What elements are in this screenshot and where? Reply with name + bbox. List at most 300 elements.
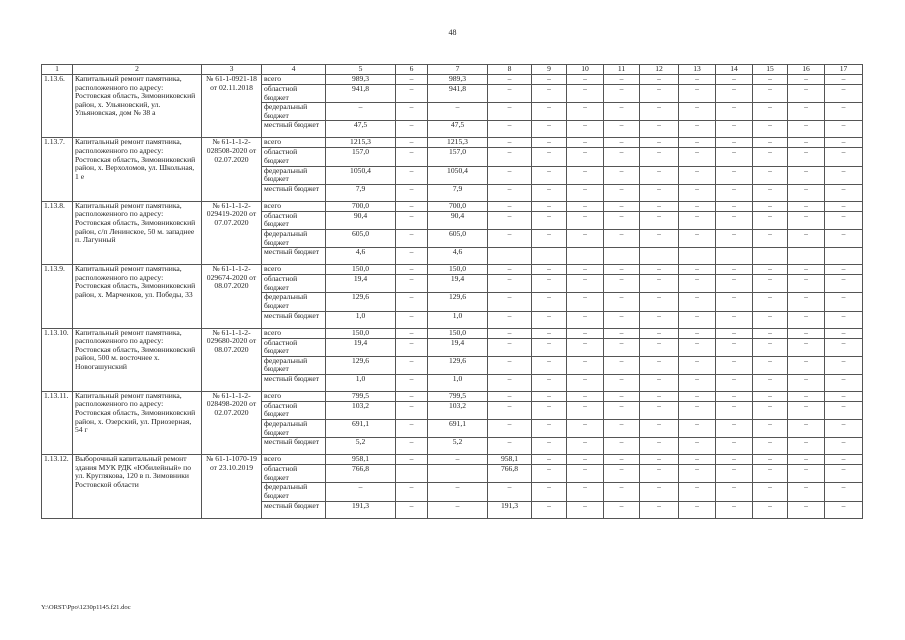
dash-cell: –	[488, 184, 532, 201]
value-cell: –	[326, 103, 396, 121]
dash-cell: –	[604, 201, 640, 211]
value-cell: 1050,4	[326, 166, 396, 184]
dash-cell: –	[753, 483, 788, 501]
value-cell: 19,4	[428, 275, 488, 293]
dash-cell: –	[640, 465, 679, 483]
dash-cell: –	[825, 265, 863, 275]
value-cell: 150,0	[326, 328, 396, 338]
dash-cell: –	[532, 356, 567, 374]
dash-cell: –	[716, 103, 753, 121]
dash-cell: –	[788, 401, 825, 419]
dash-cell: –	[716, 85, 753, 103]
table-row	[42, 455, 863, 465]
dash-cell: –	[567, 121, 604, 138]
dash-cell: –	[716, 338, 753, 356]
value-cell: 989,3	[428, 75, 488, 85]
dash-cell: –	[679, 338, 716, 356]
value-cell: 7,9	[428, 184, 488, 201]
value-cell: 191,3	[488, 501, 532, 518]
dash-cell: –	[716, 229, 753, 247]
value-cell: 129,6	[326, 293, 396, 311]
dash-cell: –	[488, 293, 532, 311]
dash-cell: –	[825, 420, 863, 438]
value-cell: 958,1	[488, 455, 532, 465]
dash-cell: –	[604, 501, 640, 518]
dash-cell: –	[488, 438, 532, 455]
dash-cell: –	[716, 184, 753, 201]
dash-cell: –	[825, 401, 863, 419]
dash-cell: –	[825, 229, 863, 247]
dash-cell: –	[488, 311, 532, 328]
value-cell: 129,6	[326, 356, 396, 374]
value-cell: 4,6	[326, 248, 396, 265]
dash-cell: –	[532, 75, 567, 85]
value-cell: –	[428, 455, 488, 465]
dash-cell: –	[788, 121, 825, 138]
dash-cell: –	[396, 328, 428, 338]
value-cell: 799,5	[428, 391, 488, 401]
dash-cell: –	[532, 501, 567, 518]
dash-cell: –	[679, 391, 716, 401]
value-cell: 766,8	[488, 465, 532, 483]
dash-cell: –	[716, 501, 753, 518]
value-cell: 47,5	[326, 121, 396, 138]
value-cell: 941,8	[326, 85, 396, 103]
dash-cell: –	[825, 121, 863, 138]
empty-cell	[753, 248, 788, 265]
dash-cell: –	[532, 420, 567, 438]
dash-cell: –	[396, 455, 428, 465]
dash-cell: –	[825, 138, 863, 148]
dash-cell: –	[396, 401, 428, 419]
funding-source: всего	[262, 328, 326, 338]
dash-cell: –	[679, 75, 716, 85]
dash-cell: –	[640, 166, 679, 184]
dash-cell: –	[604, 85, 640, 103]
table-row	[42, 201, 863, 211]
dash-cell: –	[567, 328, 604, 338]
funding-source: всего	[262, 138, 326, 148]
dash-cell: –	[679, 483, 716, 501]
value-cell	[428, 465, 488, 483]
dash-cell: –	[716, 483, 753, 501]
value-cell: –	[428, 501, 488, 518]
object-name: Капитальный ремонт памятника, расположенного по адресу: Ростовская область, Зимовниковский район, х. Ульяновский, ул. Ульяновская, дом № 38 а	[73, 75, 202, 138]
funding-source: всего	[262, 265, 326, 275]
dash-cell: –	[532, 184, 567, 201]
dash-cell: –	[753, 85, 788, 103]
dash-cell: –	[396, 138, 428, 148]
funding-source: федеральный бюджет	[262, 420, 326, 438]
empty-cell	[640, 248, 679, 265]
dash-cell: –	[604, 465, 640, 483]
dash-cell: –	[788, 356, 825, 374]
value-cell: 150,0	[326, 265, 396, 275]
value-cell: 1,0	[326, 311, 396, 328]
dash-cell: –	[604, 374, 640, 391]
dash-cell: –	[396, 483, 428, 501]
document-number: № 61-1-1-2-028498-2020 от 02.07.2020	[202, 391, 262, 454]
dash-cell: –	[679, 148, 716, 166]
dash-cell: –	[825, 438, 863, 455]
funding-source: областной бюджет	[262, 465, 326, 483]
dash-cell: –	[753, 103, 788, 121]
dash-cell: –	[753, 121, 788, 138]
value-cell: 157,0	[326, 148, 396, 166]
dash-cell: –	[604, 138, 640, 148]
dash-cell: –	[532, 138, 567, 148]
object-name: Капитальный ремонт памятника, расположенного по адресу: Ростовская область, Зимовниковский район, х. Озерский, ул. Приозерная, 54 г	[73, 391, 202, 454]
dash-cell: –	[604, 103, 640, 121]
dash-cell: –	[825, 275, 863, 293]
dash-cell: –	[488, 338, 532, 356]
dash-cell: –	[488, 275, 532, 293]
empty-cell	[716, 248, 753, 265]
value-cell: 4,6	[428, 248, 488, 265]
funding-source: федеральный бюджет	[262, 483, 326, 501]
dash-cell: –	[679, 374, 716, 391]
dash-cell: –	[396, 229, 428, 247]
dash-cell: –	[532, 311, 567, 328]
dash-cell: –	[640, 265, 679, 275]
dash-cell: –	[488, 85, 532, 103]
funding-source: федеральный бюджет	[262, 166, 326, 184]
dash-cell: –	[532, 103, 567, 121]
dash-cell: –	[716, 201, 753, 211]
dash-cell: –	[604, 293, 640, 311]
dash-cell: –	[604, 455, 640, 465]
dash-cell: –	[567, 438, 604, 455]
dash-cell: –	[825, 211, 863, 229]
dash-cell: –	[532, 201, 567, 211]
dash-cell: –	[640, 483, 679, 501]
dash-cell: –	[532, 121, 567, 138]
table-header-row	[42, 65, 863, 75]
value-cell: –	[326, 483, 396, 501]
dash-cell: –	[788, 201, 825, 211]
row-number: 1.13.9.	[42, 265, 73, 328]
value-cell: –	[488, 483, 532, 501]
dash-cell: –	[567, 138, 604, 148]
dash-cell: –	[788, 138, 825, 148]
dash-cell: –	[679, 455, 716, 465]
dash-cell: –	[396, 391, 428, 401]
funding-source: областной бюджет	[262, 148, 326, 166]
dash-cell: –	[604, 148, 640, 166]
dash-cell: –	[753, 455, 788, 465]
object-name: Выборочный капитальный ремонт здания МУК РДК «Юбилейный» по ул. Круглякова, 120 в п. Зимовники Ростовской области	[73, 455, 202, 518]
dash-cell: –	[825, 293, 863, 311]
dash-cell: –	[753, 275, 788, 293]
dash-cell: –	[396, 338, 428, 356]
dash-cell: –	[488, 420, 532, 438]
value-cell: 1,0	[428, 311, 488, 328]
dash-cell: –	[679, 229, 716, 247]
document-number: № 61-1-1-2-029674-2020 от 08.07.2020	[202, 265, 262, 328]
dash-cell: –	[679, 401, 716, 419]
dash-cell: –	[716, 455, 753, 465]
value-cell: 766,8	[326, 465, 396, 483]
funding-source: всего	[262, 201, 326, 211]
column-header-9: 9	[532, 65, 567, 75]
funding-source: областной бюджет	[262, 338, 326, 356]
funding-source: всего	[262, 455, 326, 465]
value-cell: –	[428, 103, 488, 121]
dash-cell: –	[788, 438, 825, 455]
value-cell	[396, 465, 428, 483]
empty-cell	[532, 248, 567, 265]
dash-cell: –	[567, 229, 604, 247]
funding-source: областной бюджет	[262, 85, 326, 103]
dash-cell: –	[825, 201, 863, 211]
funding-source: местный бюджет	[262, 311, 326, 328]
column-header-10: 10	[567, 65, 604, 75]
dash-cell: –	[567, 356, 604, 374]
dash-cell: –	[604, 75, 640, 85]
dash-cell: –	[825, 501, 863, 518]
dash-cell: –	[604, 483, 640, 501]
dash-cell: –	[753, 293, 788, 311]
dash-cell: –	[640, 420, 679, 438]
dash-cell: –	[640, 356, 679, 374]
dash-cell: –	[396, 501, 428, 518]
dash-cell: –	[640, 438, 679, 455]
dash-cell: –	[679, 201, 716, 211]
dash-cell: –	[640, 211, 679, 229]
dash-cell: –	[716, 121, 753, 138]
empty-cell	[488, 248, 532, 265]
dash-cell: –	[753, 391, 788, 401]
dash-cell: –	[567, 184, 604, 201]
dash-cell: –	[488, 166, 532, 184]
value-cell: 958,1	[326, 455, 396, 465]
object-name: Капитальный ремонт памятника, расположенного по адресу: Ростовская область, Зимовниковский район, х. Верхоломов, ул. Школьная, 1 е	[73, 138, 202, 201]
dash-cell: –	[604, 391, 640, 401]
dash-cell: –	[679, 356, 716, 374]
dash-cell: –	[604, 328, 640, 338]
dash-cell: –	[753, 201, 788, 211]
dash-cell: –	[716, 401, 753, 419]
dash-cell: –	[532, 85, 567, 103]
dash-cell: –	[825, 338, 863, 356]
dash-cell: –	[396, 420, 428, 438]
table-row	[42, 75, 863, 85]
dash-cell: –	[396, 211, 428, 229]
funding-source: всего	[262, 75, 326, 85]
dash-cell: –	[640, 184, 679, 201]
dash-cell: –	[788, 265, 825, 275]
dash-cell: –	[788, 391, 825, 401]
dash-cell: –	[640, 85, 679, 103]
column-header-6: 6	[396, 65, 428, 75]
dash-cell: –	[488, 401, 532, 419]
dash-cell: –	[753, 501, 788, 518]
dash-cell: –	[567, 420, 604, 438]
empty-cell	[788, 248, 825, 265]
dash-cell: –	[753, 75, 788, 85]
dash-cell: –	[604, 265, 640, 275]
dash-cell: –	[716, 138, 753, 148]
dash-cell: –	[716, 275, 753, 293]
dash-cell: –	[825, 328, 863, 338]
value-cell: 605,0	[428, 229, 488, 247]
dash-cell: –	[640, 374, 679, 391]
dash-cell: –	[567, 311, 604, 328]
dash-cell: –	[679, 85, 716, 103]
dash-cell: –	[788, 85, 825, 103]
value-cell: 989,3	[326, 75, 396, 85]
dash-cell: –	[567, 85, 604, 103]
dash-cell: –	[753, 420, 788, 438]
dash-cell: –	[788, 166, 825, 184]
document-number: № 61-1-1-2-028508-2020 от 02.07.2020	[202, 138, 262, 201]
document-number: № 61-1-0921-18 от 02.11.2018	[202, 75, 262, 138]
dash-cell: –	[640, 328, 679, 338]
dash-cell: –	[567, 211, 604, 229]
budget-table	[41, 64, 863, 519]
dash-cell: –	[488, 374, 532, 391]
dash-cell: –	[825, 455, 863, 465]
table-row	[42, 138, 863, 148]
dash-cell: –	[532, 455, 567, 465]
dash-cell: –	[532, 374, 567, 391]
dash-cell: –	[532, 275, 567, 293]
dash-cell: –	[716, 75, 753, 85]
dash-cell: –	[679, 465, 716, 483]
funding-source: местный бюджет	[262, 438, 326, 455]
dash-cell: –	[788, 229, 825, 247]
dash-cell: –	[532, 166, 567, 184]
dash-cell: –	[604, 311, 640, 328]
value-cell: 700,0	[326, 201, 396, 211]
dash-cell: –	[640, 293, 679, 311]
value-cell: –	[428, 483, 488, 501]
value-cell: 605,0	[326, 229, 396, 247]
dash-cell: –	[604, 420, 640, 438]
dash-cell: –	[640, 201, 679, 211]
dash-cell: –	[788, 75, 825, 85]
dash-cell: –	[567, 401, 604, 419]
dash-cell: –	[679, 184, 716, 201]
dash-cell: –	[604, 121, 640, 138]
dash-cell: –	[788, 501, 825, 518]
dash-cell: –	[679, 420, 716, 438]
dash-cell: –	[716, 420, 753, 438]
dash-cell: –	[640, 311, 679, 328]
dash-cell: –	[396, 248, 428, 265]
funding-source: местный бюджет	[262, 184, 326, 201]
dash-cell: –	[679, 121, 716, 138]
dash-cell: –	[567, 501, 604, 518]
dash-cell: –	[604, 356, 640, 374]
empty-cell	[567, 248, 604, 265]
dash-cell: –	[788, 455, 825, 465]
object-name: Капитальный ремонт памятника, расположенного по адресу: Ростовская область, Зимовниковский район, с/п Ленинское, 50 м. западнее п. Лагунный	[73, 201, 202, 264]
dash-cell: –	[488, 211, 532, 229]
dash-cell: –	[753, 338, 788, 356]
dash-cell: –	[825, 184, 863, 201]
dash-cell: –	[753, 438, 788, 455]
dash-cell: –	[716, 148, 753, 166]
value-cell: 90,4	[326, 211, 396, 229]
dash-cell: –	[567, 201, 604, 211]
column-header-11: 11	[604, 65, 640, 75]
column-header-8: 8	[488, 65, 532, 75]
dash-cell: –	[488, 328, 532, 338]
value-cell: 7,9	[326, 184, 396, 201]
dash-cell: –	[567, 374, 604, 391]
dash-cell: –	[753, 184, 788, 201]
dash-cell: –	[640, 401, 679, 419]
dash-cell: –	[753, 374, 788, 391]
value-cell: 129,6	[428, 293, 488, 311]
dash-cell: –	[604, 211, 640, 229]
dash-cell: –	[640, 138, 679, 148]
dash-cell: –	[396, 103, 428, 121]
dash-cell: –	[825, 75, 863, 85]
dash-cell: –	[567, 75, 604, 85]
dash-cell: –	[753, 311, 788, 328]
dash-cell: –	[567, 483, 604, 501]
value-cell: 19,4	[326, 338, 396, 356]
dash-cell: –	[825, 465, 863, 483]
dash-cell: –	[825, 166, 863, 184]
dash-cell: –	[753, 465, 788, 483]
funding-source: федеральный бюджет	[262, 229, 326, 247]
dash-cell: –	[753, 356, 788, 374]
empty-cell	[604, 248, 640, 265]
column-header-17: 17	[825, 65, 863, 75]
dash-cell: –	[640, 275, 679, 293]
dash-cell: –	[753, 229, 788, 247]
row-number: 1.13.8.	[42, 201, 73, 264]
value-cell: 799,5	[326, 391, 396, 401]
dash-cell: –	[532, 401, 567, 419]
dash-cell: –	[788, 420, 825, 438]
dash-cell: –	[488, 148, 532, 166]
dash-cell: –	[716, 374, 753, 391]
dash-cell: –	[532, 211, 567, 229]
dash-cell: –	[532, 391, 567, 401]
dash-cell: –	[825, 391, 863, 401]
dash-cell: –	[396, 356, 428, 374]
dash-cell: –	[679, 275, 716, 293]
value-cell: 129,6	[428, 356, 488, 374]
dash-cell: –	[825, 374, 863, 391]
dash-cell: –	[825, 311, 863, 328]
column-header-14: 14	[716, 65, 753, 75]
value-cell: 157,0	[428, 148, 488, 166]
dash-cell: –	[488, 138, 532, 148]
value-cell: 5,2	[428, 438, 488, 455]
dash-cell: –	[640, 338, 679, 356]
column-header-4: 4	[262, 65, 326, 75]
dash-cell: –	[488, 201, 532, 211]
dash-cell: –	[396, 374, 428, 391]
column-header-12: 12	[640, 65, 679, 75]
document-number: № 61-1-1070-19 от 23.10.2019	[202, 455, 262, 518]
value-cell: 1,0	[428, 374, 488, 391]
dash-cell: –	[825, 85, 863, 103]
row-number: 1.13.11.	[42, 391, 73, 454]
column-header-3: 3	[202, 65, 262, 75]
value-cell: 150,0	[428, 265, 488, 275]
dash-cell: –	[753, 148, 788, 166]
dash-cell: –	[396, 148, 428, 166]
dash-cell: –	[567, 293, 604, 311]
dash-cell: –	[640, 121, 679, 138]
dash-cell: –	[567, 338, 604, 356]
